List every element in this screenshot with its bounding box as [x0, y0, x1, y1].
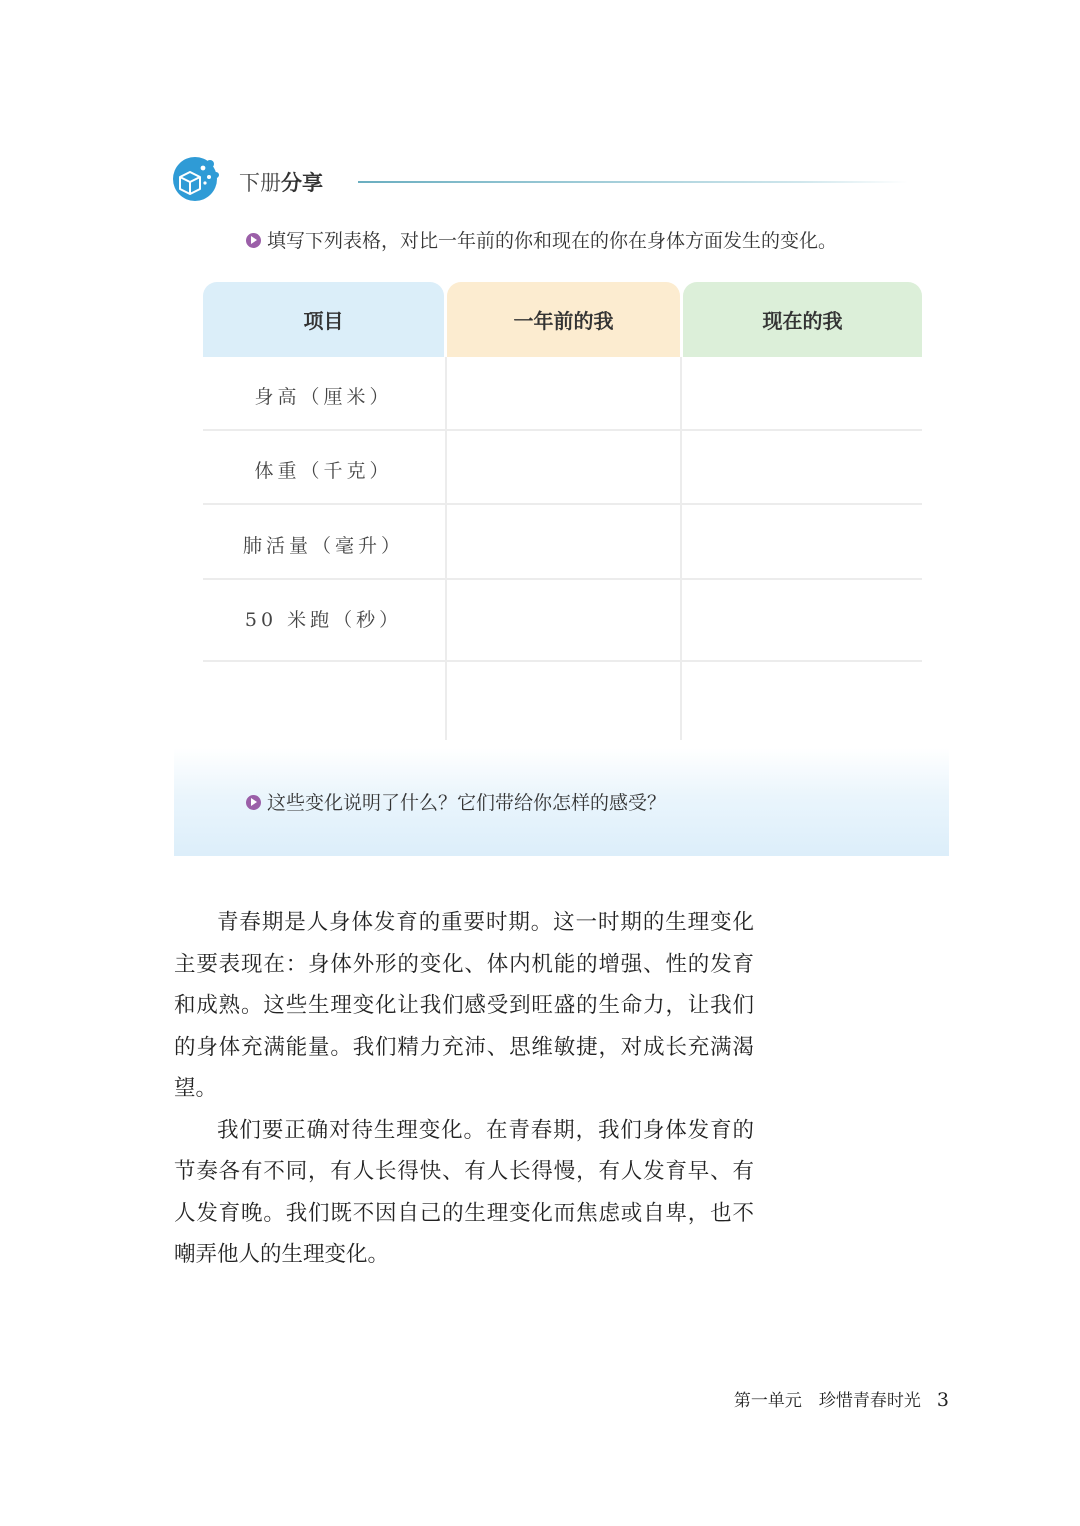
page-number: 3 — [936, 1389, 949, 1411]
cell-blank-item[interactable] — [203, 662, 444, 740]
page-footer — [734, 1386, 949, 1411]
body-paragraph-1: 青春期是人身体发育的重要时期。这一时期的生理变化主要表现在：身体外形的变化、体内机能的增强、性的发育和成熟。这些生理变化让我们感受到旺盛的生命力，让我们的身体充满能量。我们精力充沛、思维敏捷，对成长充满渴望。 — [174, 910, 754, 1101]
body-paragraph-2: 我们要正确对待生理变化。在青春期，我们身体发育的节奏各有不同，有人长得快、有人长得慢，有人发育早、有人发育晚。我们既不因自己的生理变化而焦虑或自卑，也不嘲弄他人的生理变化。 — [174, 1117, 754, 1267]
section-title — [239, 167, 323, 197]
section-divider — [358, 181, 908, 183]
table-header-year-ago: 一年前的我 — [447, 282, 680, 357]
cell-lung-now[interactable] — [683, 505, 922, 578]
cell-blank-now[interactable] — [683, 662, 922, 740]
cell-weight-before[interactable] — [447, 431, 680, 503]
cell-weight-now[interactable] — [683, 431, 922, 503]
play-bullet-icon — [246, 795, 261, 810]
row-label-height: 身高（厘米） — [254, 386, 393, 408]
table-header-now: 现在的我 — [683, 282, 922, 357]
cube-bubbles-icon — [173, 155, 221, 203]
instruction-text: 填写下列表格，对比一年前的你和现在的你在身体方面发生的变化。 — [267, 230, 838, 252]
section-title-bold: 分享 — [281, 171, 323, 195]
row-label-50m-run: 50 米跑（秒） — [244, 609, 403, 631]
cell-lung-before[interactable] — [447, 505, 680, 578]
body-text — [174, 902, 754, 1276]
reflection-prompt — [246, 788, 666, 815]
section-title-prefix: 下册 — [239, 171, 281, 195]
comparison-table — [203, 282, 922, 740]
column-divider — [680, 357, 682, 740]
cell-run-before[interactable] — [447, 580, 680, 660]
cell-blank-before[interactable] — [447, 662, 680, 740]
cell-run-now[interactable] — [683, 580, 922, 660]
footer-title: 珍惜青春时光 — [818, 1391, 921, 1411]
row-label-weight: 体重（千克） — [254, 460, 393, 482]
reflection-text: 这些变化说明了什么？它们带给你怎样的感受？ — [267, 792, 667, 814]
row-label-lung-capacity: 肺活量（毫升） — [242, 535, 404, 557]
instruction-prompt — [246, 226, 837, 253]
play-bullet-icon — [246, 233, 261, 248]
footer-unit: 第一单元 — [733, 1391, 802, 1411]
cell-height-before[interactable] — [447, 357, 680, 429]
cell-height-now[interactable] — [683, 357, 922, 429]
table-header-item: 项目 — [203, 282, 444, 357]
section-header — [173, 155, 913, 207]
